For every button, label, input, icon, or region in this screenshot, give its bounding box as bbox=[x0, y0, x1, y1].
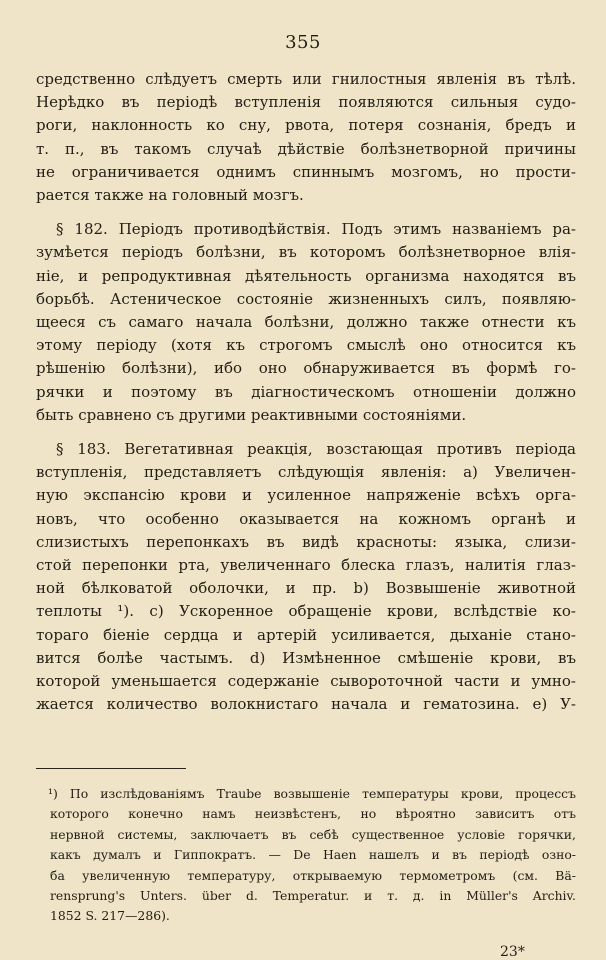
text-line: новъ, что особенно оказывается на кожномъ органѣ и bbox=[36, 509, 576, 528]
body-text bbox=[36, 68, 576, 716]
text-line: стой перепонки рта, увеличеннаго блеска глазъ, налитія глаз- bbox=[36, 556, 576, 575]
text-line: тораго біеніе сердца и артерій усиливается, дыханіе стано- bbox=[36, 625, 576, 644]
text-line: Нерѣдко въ періодѣ вступленія появляются сильныя судо- bbox=[36, 93, 576, 112]
text-line: рѣшенію болѣзни), ибо оно обнаруживается въ формѣ го- bbox=[36, 359, 576, 378]
text-line: § 182. Періодъ противодѣйствія. Подъ этимъ названіемъ ра- bbox=[56, 220, 576, 239]
text-line: т. п., въ такомъ случаѣ дѣйствіе болѣзнетворной причины bbox=[36, 139, 576, 158]
text-line: этому періоду (хотя къ строгомъ смыслѣ оно относится къ bbox=[36, 336, 576, 355]
footnote-line: ¹) По изслѣдованіямъ Traube возвышеніе температуры крови, процессъ bbox=[48, 786, 576, 801]
text-line: борьбѣ. Астеническое состояніе жизненныхъ силъ, появляю- bbox=[36, 289, 576, 308]
paragraph-182 bbox=[36, 218, 576, 427]
paragraph-continuation bbox=[36, 68, 576, 207]
text-line: ной бѣлковатой оболочки, и пр. b) Возвышеніе животной bbox=[36, 579, 576, 598]
text-line: вступленія, представляетъ слѣдующія явленія: a) Увеличен- bbox=[36, 463, 576, 482]
footnote-divider bbox=[36, 768, 186, 769]
footnote-line: какъ думалъ и Гиппократъ. — De Haen нашелъ и въ періодѣ озно- bbox=[50, 847, 576, 863]
paragraph-183 bbox=[36, 438, 576, 716]
text-line: жается количество волокнистаго начала и гематозина. e) У- bbox=[36, 695, 576, 714]
text-line: быть сравнено съ другими реактивными состояніями. bbox=[36, 405, 467, 424]
text-line: ніе, и репродуктивная дѣятельность организма находятся въ bbox=[36, 266, 576, 285]
footnote-line: которого конечно намъ неизвѣстенъ, но вѣроятно зависитъ отъ bbox=[50, 806, 576, 822]
text-line: вится болѣе частымъ. d) Измѣненное смѣшеніе крови, въ bbox=[36, 648, 576, 667]
text-line: зумѣется періодъ болѣзни, въ которомъ болѣзнетворное влія- bbox=[36, 243, 576, 262]
text-line: щееся съ самаго начала болѣзни, должно также отнести къ bbox=[36, 313, 576, 332]
text-line: слизистыхъ перепонкахъ въ видѣ красноты: языка, слизи- bbox=[36, 532, 576, 551]
printer-signature-mark: 23* bbox=[500, 944, 525, 960]
text-line: рается также на головный мозгъ. bbox=[36, 186, 304, 205]
text-line: теплоты ¹). c) Ускоренное обращеніе крови, вслѣдствіе ко- bbox=[36, 602, 576, 621]
text-line: рячки и поэтому въ діагностическомъ отношеніи должно bbox=[36, 382, 576, 401]
text-line: которой уменьшается содержаніе сывороточной части и умно- bbox=[36, 672, 576, 691]
footnote-line: ба увеличенную температуру, открываемую термометромъ (см. Bä- bbox=[50, 867, 576, 883]
text-line: ную экспансію крови и усиленное напряженіе всѣхъ орга- bbox=[36, 486, 576, 505]
page-number: 355 bbox=[285, 32, 321, 53]
text-line: средственно слѣдуетъ смерть или гнилостныя явленія въ тѣлѣ. bbox=[36, 70, 576, 88]
footnote-line: rensprung's Unters. über d. Temperatur. и т. д. in Müller's Archiv. bbox=[50, 888, 576, 904]
text-line: роги, наклонность ко сну, рвота, потеря сознанія, бредъ и bbox=[36, 116, 576, 135]
text-line: § 183. Вегетативная реакція, возстающая противъ періода bbox=[56, 440, 576, 459]
footnote-line: 1852 S. 217—286). bbox=[50, 908, 170, 924]
text-line: не ограничивается однимъ спиннымъ мозгомъ, но прости- bbox=[36, 162, 576, 181]
footnote bbox=[36, 784, 576, 927]
footnote-line: нервной системы, заключаетъ въ себѣ существенное условіе горячки, bbox=[50, 826, 576, 842]
